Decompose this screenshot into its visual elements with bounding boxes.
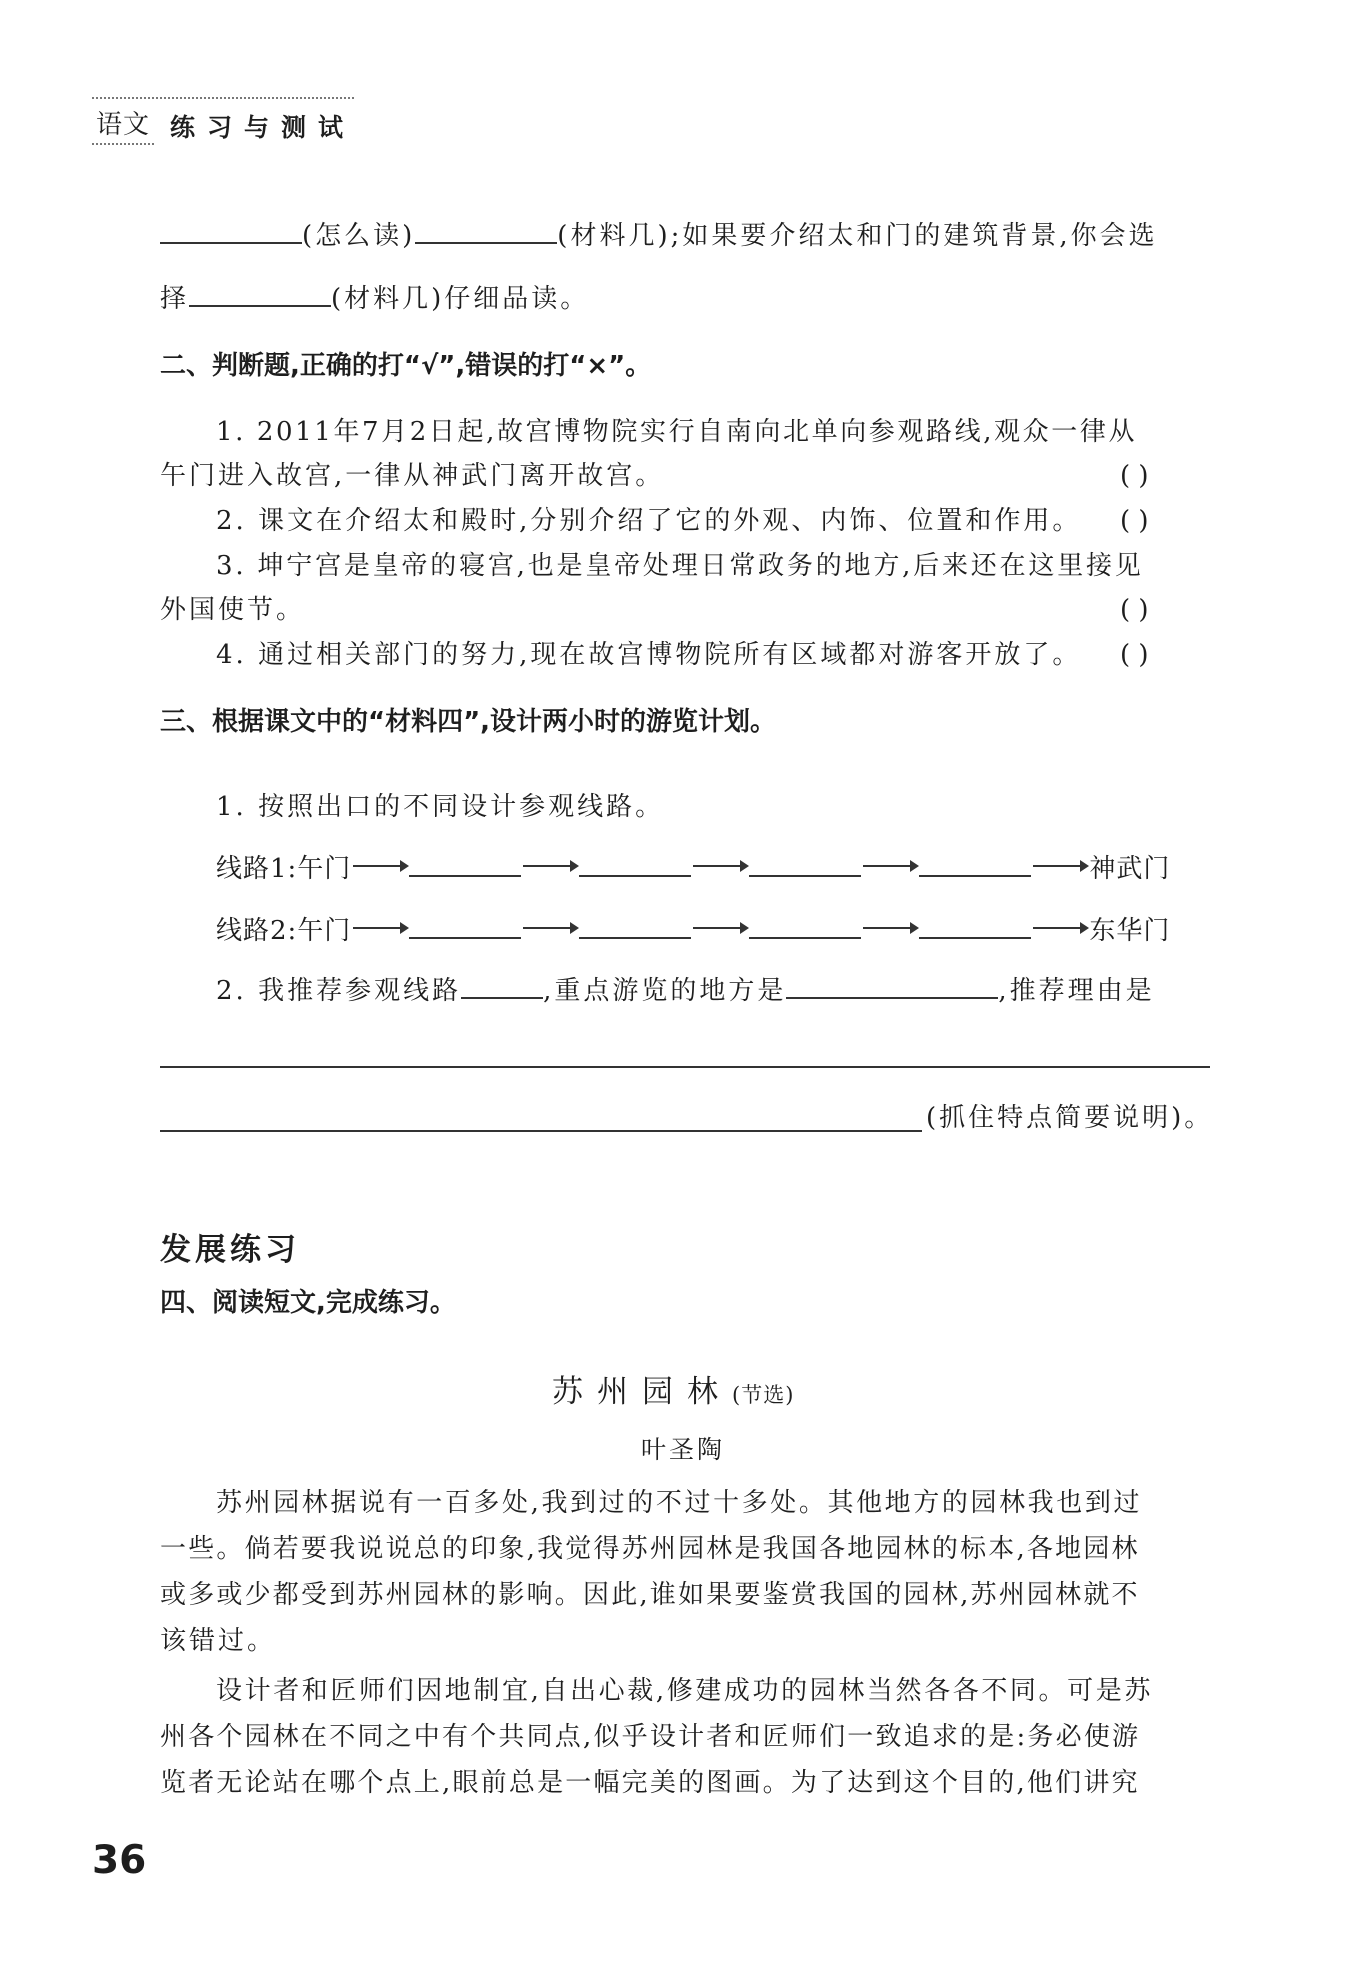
judgment-parentheses[interactable]: ( ) <box>1120 461 1149 491</box>
q2-item-1-line-1: 1. 2011年7月2日起,故宫博物院实行自南向北单向参观路线,观众一律从 <box>216 417 1138 447</box>
answer-blank[interactable] <box>415 218 557 244</box>
article-author: 叶圣陶 <box>641 1435 726 1464</box>
route-blank[interactable] <box>919 913 1031 939</box>
page-number: 36 <box>92 1838 147 1883</box>
route-2: 线路2:午门 东华门 <box>216 913 1170 948</box>
judgment-parentheses[interactable]: ( ) <box>1120 506 1149 536</box>
answer-line[interactable] <box>160 1066 1210 1068</box>
subject-label: 语文 <box>92 104 154 145</box>
arrow-icon <box>523 927 577 929</box>
q4-heading: 四、阅读短文,完成练习。 <box>160 1288 456 1318</box>
answer-blank[interactable] <box>160 218 302 244</box>
arrow-icon <box>863 927 917 929</box>
arrow-icon <box>1033 865 1087 867</box>
arrow-icon <box>863 865 917 867</box>
article-line: 苏州园林据说有一百多处,我到过的不过十多处。其他地方的园林我也到过 <box>216 1488 1143 1518</box>
route-blank[interactable] <box>579 913 691 939</box>
article-line: 览者无论站在哪个点上,眼前总是一幅完美的图画。为了达到这个目的,他们讲究 <box>160 1768 1140 1798</box>
arrow-icon <box>693 865 747 867</box>
route-blank[interactable] <box>919 851 1031 877</box>
article-line: 一些。倘若要我说说总的印象,我觉得苏州园林是我国各地园林的标本,各地园林 <box>160 1534 1140 1564</box>
route-blank[interactable] <box>409 913 521 939</box>
arrow-icon <box>1033 927 1087 929</box>
q3-sub-1: 1. 按照出口的不同设计参观线路。 <box>216 792 665 822</box>
judgment-parentheses[interactable]: ( ) <box>1120 640 1149 670</box>
arrow-icon <box>353 927 407 929</box>
q2-item-4: 4. 通过相关部门的努力,现在故宫博物院所有区域都对游客开放了。 <box>216 640 1082 670</box>
arrow-icon <box>523 865 577 867</box>
article-line: 该错过。 <box>160 1626 277 1656</box>
arrow-icon <box>693 927 747 929</box>
route-blank[interactable] <box>749 913 861 939</box>
route-blank[interactable] <box>409 851 521 877</box>
arrow-icon <box>353 865 407 867</box>
answer-line[interactable] <box>160 1130 922 1132</box>
route-blank[interactable] <box>579 851 691 877</box>
answer-blank[interactable] <box>461 973 543 999</box>
q2-item-2: 2. 课文在介绍太和殿时,分别介绍了它的外观、内饰、位置和作用。 <box>216 506 1082 536</box>
q3-note: (抓住特点简要说明)。 <box>926 1103 1214 1133</box>
answer-blank[interactable] <box>786 973 998 999</box>
article-line: 或多或少都受到苏州园林的影响。因此,谁如果要鉴赏我国的园林,苏州园林就不 <box>160 1580 1140 1610</box>
section-title: 发展练习 <box>160 1232 300 1268</box>
judgment-parentheses[interactable]: ( ) <box>1120 595 1149 625</box>
q3-heading: 三、根据课文中的“材料四”,设计两小时的游览计划。 <box>160 707 777 737</box>
q3-sub-2: 2. 我推荐参观线路 ,重点游览的地方是 ,推荐理由是 <box>216 973 1155 1008</box>
answer-blank[interactable] <box>189 281 331 307</box>
q2-item-3-line-2: 外国使节。 <box>160 595 306 625</box>
q1-tail-line-2: 择 (材料几)仔细品读。 <box>160 281 589 316</box>
q2-item-1-line-2: 午门进入故宫,一律从神武门离开故宫。 <box>160 461 665 491</box>
q1-tail-line-1: (怎么读) (材料几);如果要介绍太和门的建筑背景,你会选 <box>160 218 1158 253</box>
route-1: 线路1:午门 神武门 <box>216 851 1170 886</box>
q2-item-3-line-1: 3. 坤宁宫是皇帝的寝宫,也是皇帝处理日常政务的地方,后来还在这里接见 <box>216 551 1144 581</box>
route-blank[interactable] <box>749 851 861 877</box>
article-subtitle: (节选) <box>732 1383 795 1407</box>
q2-heading: 二、判断题,正确的打“√”,错误的打“×”。 <box>160 351 652 381</box>
article-line: 设计者和匠师们因地制宜,自出心裁,修建成功的园林当然各各不同。可是苏 <box>216 1676 1153 1706</box>
header-dotted-rule <box>92 97 354 99</box>
book-title: 练习与测试 <box>170 113 356 142</box>
article-title: 苏州园林(节选) <box>552 1374 795 1410</box>
article-line: 州各个园林在不同之中有个共同点,似乎设计者和匠师们一致追求的是:务必使游 <box>160 1722 1141 1752</box>
